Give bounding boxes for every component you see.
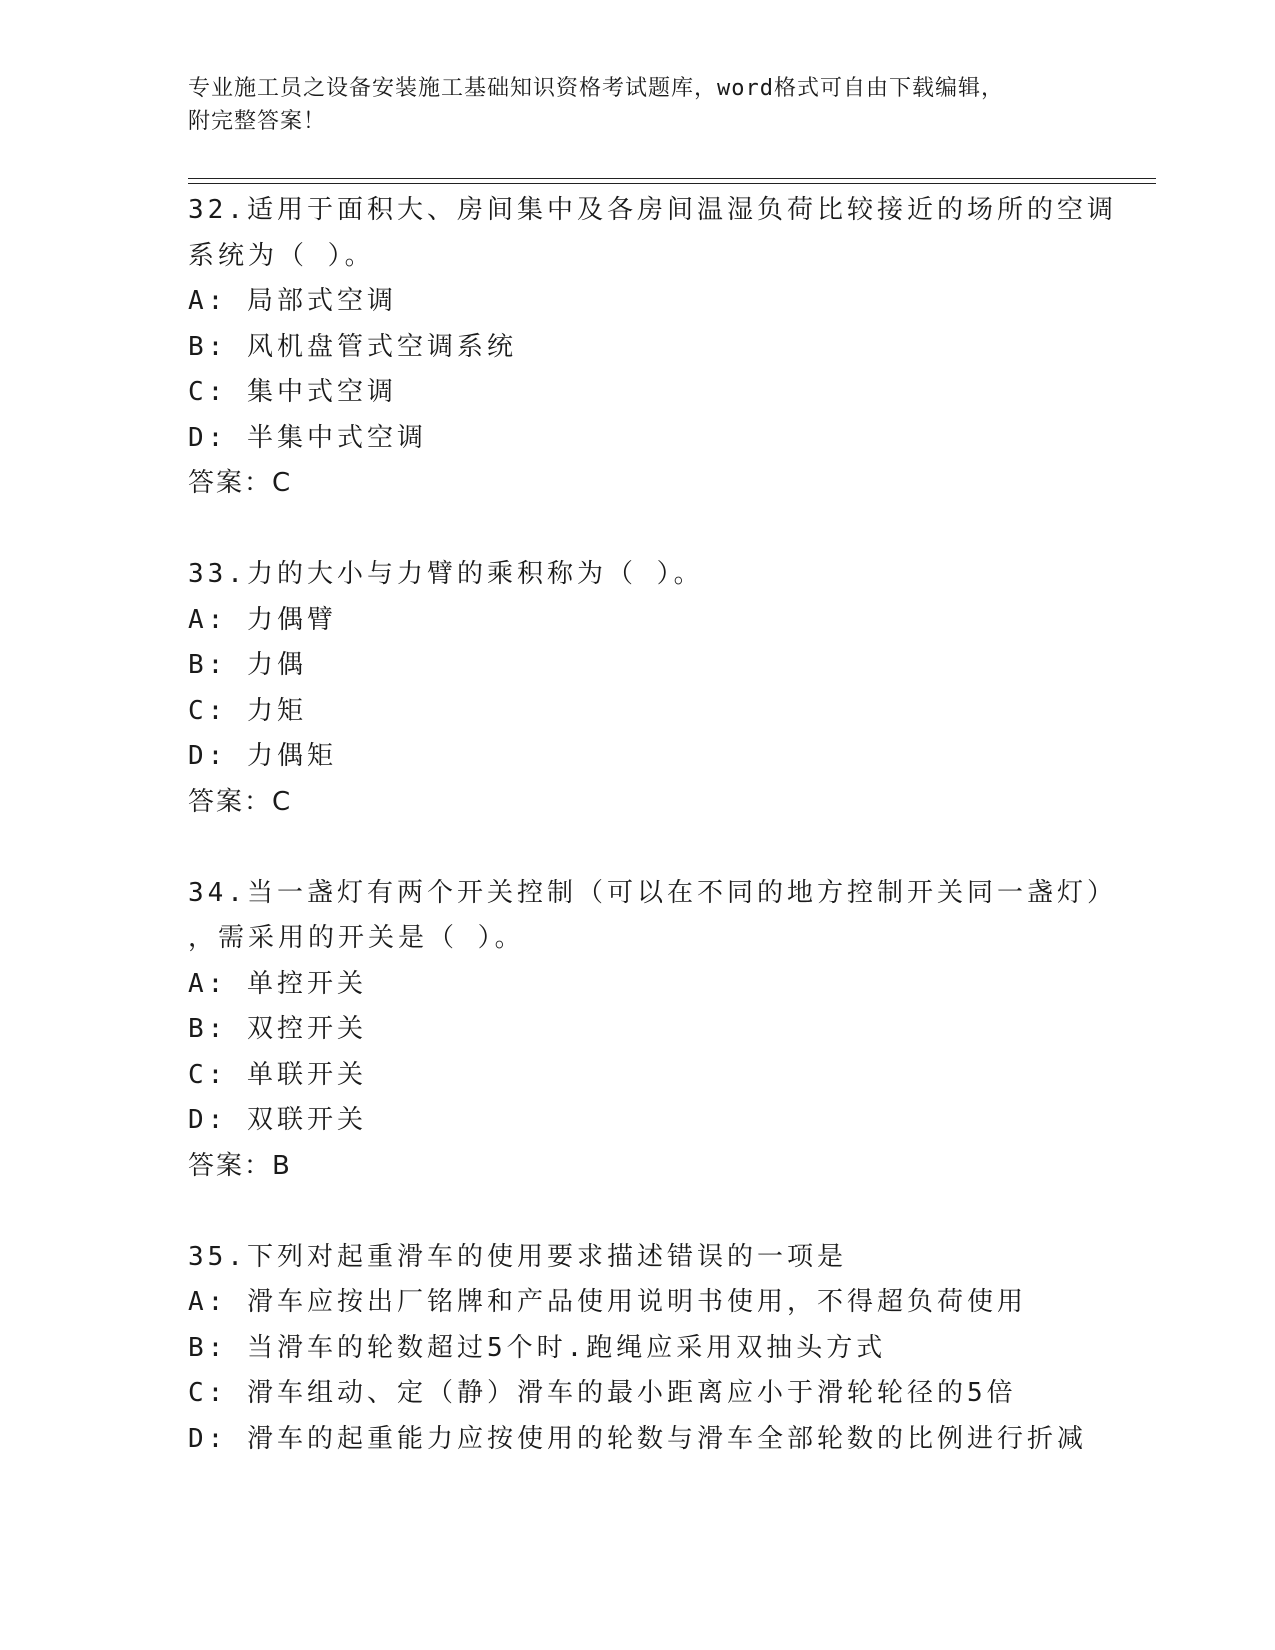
option-b: B: 当滑车的轮数超过5个时.跑绳应采用双抽头方式: [188, 1332, 887, 1363]
header-line-2: 附完整答案！: [188, 109, 327, 134]
question-33: [188, 552, 1188, 825]
question-text: 33.力的大小与力臂的乘积称为（ ）。: [188, 559, 704, 589]
spacer: [188, 825, 1188, 871]
option-a: A: 滑车应按出厂铭牌和产品使用说明书使用，不得超负荷使用: [188, 1287, 1027, 1317]
option-c: C: 单联开关: [188, 1059, 367, 1090]
option-a: A: 局部式空调: [188, 286, 397, 316]
question-list: [188, 188, 1188, 1462]
question-text: 34.当一盏灯有两个开关控制（可以在不同的地方控制开关同一盏灯）: [188, 877, 1117, 908]
option-d: D: 力偶矩: [188, 741, 337, 771]
option-d: D: 双联开关: [188, 1105, 367, 1135]
option-d: D: 滑车的起重能力应按使用的轮数与滑车全部轮数的比例进行折减: [188, 1423, 1087, 1454]
question-text: 系统为（ ）。: [188, 240, 375, 271]
question-text: 32.适用于面积大、房间集中及各房间温湿负荷比较接近的场所的空调: [188, 195, 1117, 225]
document-header: [188, 72, 1088, 138]
header-line-1: 专业施工员之设备安装施工基础知识资格考试题库，word格式可自由下载编辑，: [188, 76, 1004, 101]
question-text: 35.下列对起重滑车的使用要求描述错误的一项是: [188, 1241, 847, 1272]
option-a: A: 单控开关: [188, 968, 367, 999]
option-c: C: 滑车组动、定（静）滑车的最小距离应小于滑轮轮径的5倍: [188, 1378, 1017, 1408]
option-c: C: 力矩: [188, 695, 307, 726]
header-rule-bottom: [188, 183, 1156, 184]
option-b: B: 力偶: [188, 650, 307, 680]
answer: 答案：C: [188, 786, 293, 817]
answer: 答案：C: [188, 468, 293, 498]
question-text: ，需采用的开关是（ ）。: [188, 923, 525, 953]
question-32: [188, 188, 1188, 507]
spacer: [188, 507, 1188, 553]
option-b: B: 双控开关: [188, 1014, 367, 1044]
option-b: B: 风机盘管式空调系统: [188, 331, 517, 362]
header-rule-top: [188, 178, 1156, 179]
option-d: D: 半集中式空调: [188, 422, 427, 453]
question-34: [188, 871, 1188, 1190]
question-35: [188, 1235, 1188, 1463]
spacer: [188, 1189, 1188, 1235]
option-c: C: 集中式空调: [188, 377, 397, 407]
answer: 答案：B: [188, 1150, 292, 1181]
option-a: A: 力偶臂: [188, 604, 337, 635]
